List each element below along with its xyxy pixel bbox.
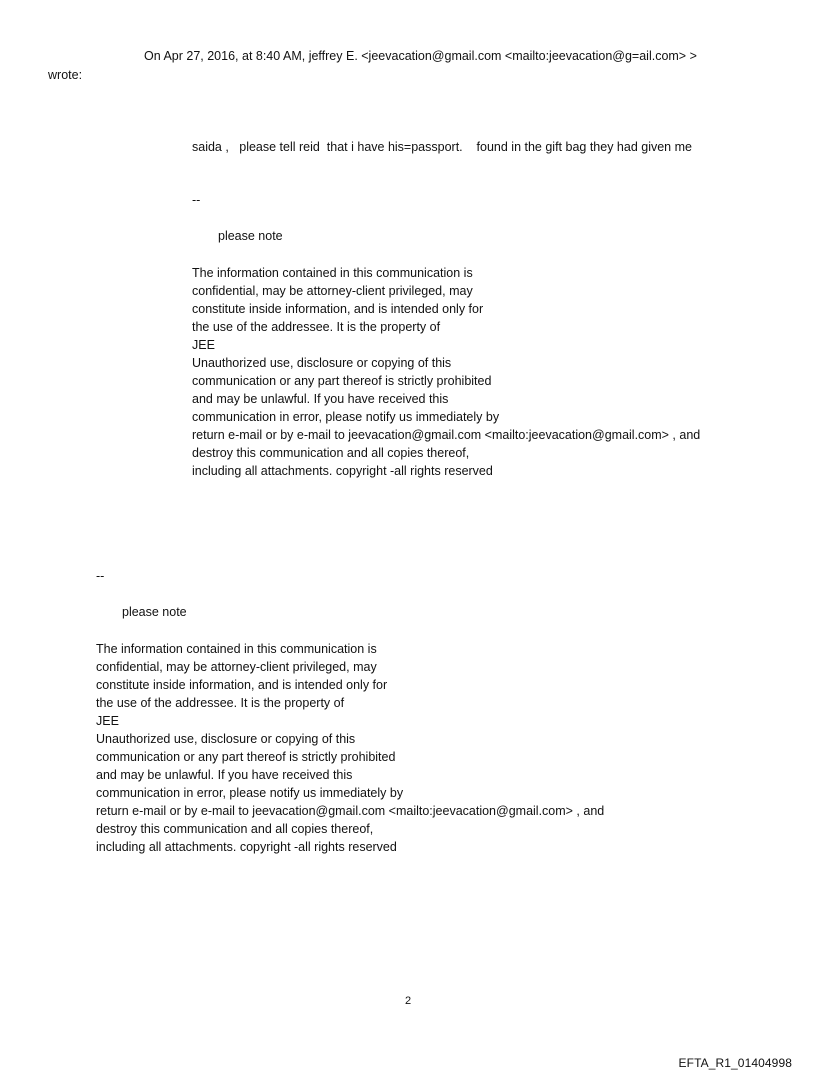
outer-disclaimer-line: including all attachments. copyright -all rights reserved: [96, 840, 397, 854]
inner-disclaimer-line: including all attachments. copyright -all rights reserved: [192, 464, 493, 478]
outer-disclaimer: [96, 640, 604, 856]
outer-disclaimer-line: the use of the addressee. It is the property of: [96, 696, 345, 710]
outer-disclaimer-line: constitute inside information, and is intended only for: [96, 678, 388, 692]
inner-disclaimer-line: JEE: [192, 338, 215, 352]
outer-disclaimer-line: communication in error, please notify us immediately by: [96, 786, 404, 800]
inner-disclaimer-line: constitute inside information, and is intended only for: [192, 302, 484, 316]
inner-disclaimer-line: confidential, may be attorney-client privileged, may: [192, 284, 473, 298]
inner-disclaimer-line: the use of the addressee. It is the property of: [192, 320, 441, 334]
outer-disclaimer-line: and may be unlawful. If you have received this: [96, 768, 353, 782]
outer-disclaimer-line: communication or any part thereof is strictly prohibited: [96, 750, 396, 764]
outer-disclaimer-line: Unauthorized use, disclosure or copying of this: [96, 732, 356, 746]
inner-disclaimer-line: Unauthorized use, disclosure or copying of this: [192, 356, 452, 370]
outer-disclaimer-line: confidential, may be attorney-client privileged, may: [96, 660, 377, 674]
quote-header-line: On Apr 27, 2016, at 8:40 AM, jeffrey E. <jeevacation@gmail.com <mailto:jeevacation@g=ail.com> >: [144, 49, 697, 63]
quote-header-wrote: wrote:: [48, 68, 83, 82]
bates-number: EFTA_R1_01404998: [678, 1056, 792, 1070]
page-number: 2: [404, 995, 412, 1007]
outer-please-note: please note: [122, 605, 187, 619]
message-body: saida , please tell reid that i have his=passport. found in the gift bag they had given me: [192, 140, 692, 154]
outer-disclaimer-line: destroy this communication and all copies thereof,: [96, 822, 374, 836]
outer-disclaimer-line: return e-mail or by e-mail to jeevacation@gmail.com <mailto:jeevacation@gmail.com> , and: [96, 804, 605, 818]
inner-disclaimer-line: The information contained in this communication is: [192, 266, 473, 280]
outer-disclaimer-line: JEE: [96, 714, 119, 728]
outer-signature-separator: --: [96, 569, 105, 583]
inner-disclaimer-line: return e-mail or by e-mail to jeevacation@gmail.com <mailto:jeevacation@gmail.com> , and: [192, 428, 701, 442]
inner-signature-separator: --: [192, 193, 201, 207]
inner-please-note: please note: [218, 229, 283, 243]
inner-disclaimer-line: destroy this communication and all copies thereof,: [192, 446, 470, 460]
inner-disclaimer-line: communication or any part thereof is strictly prohibited: [192, 374, 492, 388]
inner-disclaimer-line: and may be unlawful. If you have received this: [192, 392, 449, 406]
inner-disclaimer-line: communication in error, please notify us immediately by: [192, 410, 500, 424]
inner-disclaimer: [192, 264, 700, 480]
outer-disclaimer-line: The information contained in this communication is: [96, 642, 377, 656]
